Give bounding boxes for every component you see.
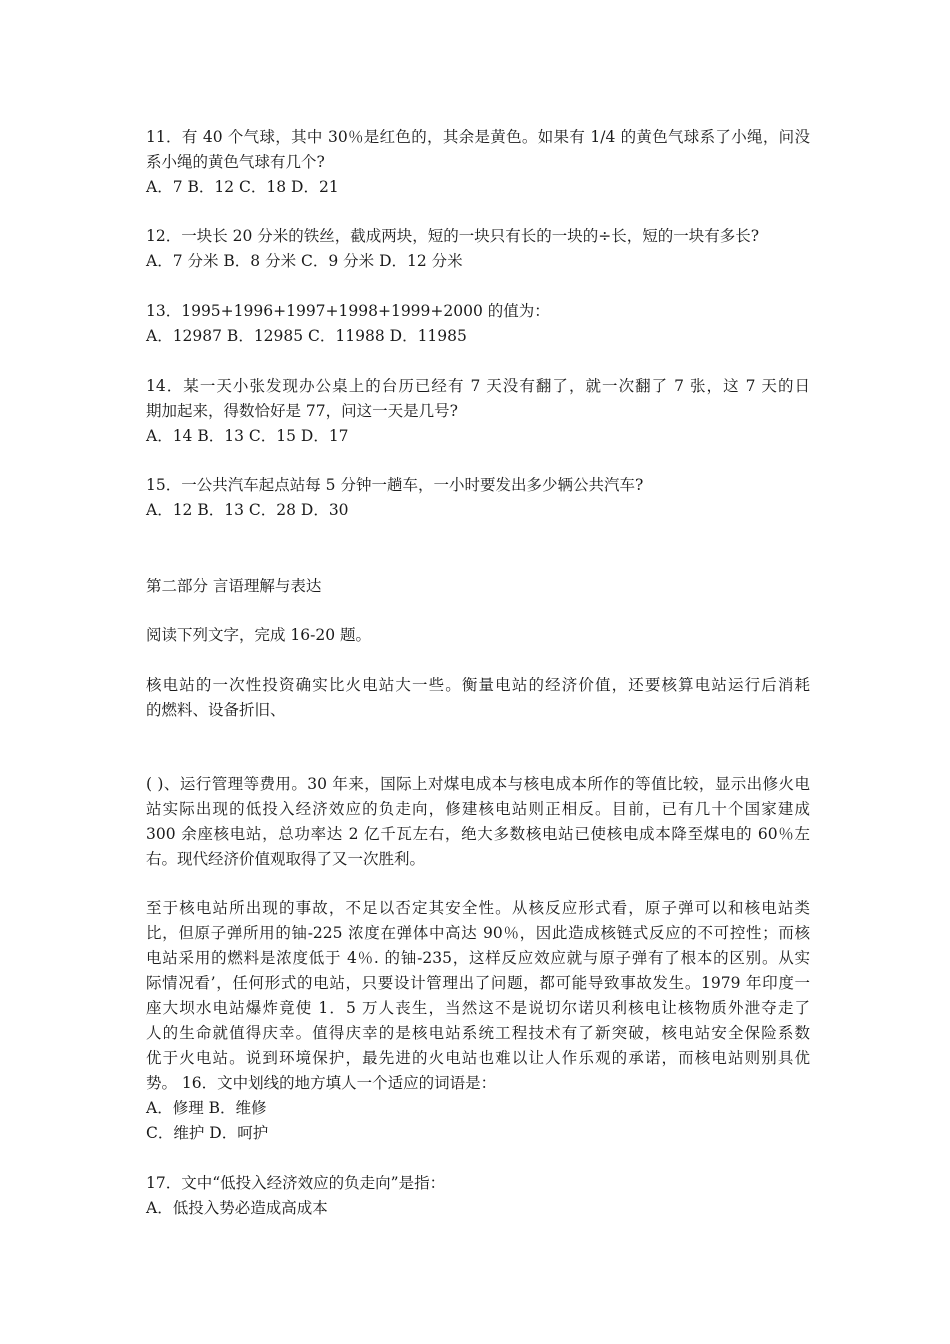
question-12-line-1: 12．一块长 20 分米的铁丝，截成两块，短的一块只有长的一块的÷长，短的一块有多长?: [146, 227, 760, 245]
passage-paragraph-2-line-2: 站实际出现的低投入经济效应的负走向，修建核电站则正相反。目前，已有几十个国家建成: [146, 800, 810, 818]
question-17-line-1: 17．文中“低投入经济效应的负走向”是指：: [146, 1174, 446, 1192]
passage-paragraph-3-line-4: 际情况看’，任何形式的电站，只要设计管理出了问题，都可能导致事故发生。1979 年印度一: [146, 974, 810, 992]
question-14-line-2: 期加起来，得数恰好是 77，问这一天是几号?: [146, 402, 458, 420]
question-11-line-1: 11．有 40 个气球，其中 30％是红色的，其余是黄色。如果有 1/4 的黄色气球系了小绳，问没: [146, 128, 810, 146]
question-13-line-1: 13．1995+1996+1997+1998+1999+2000 的值为：: [146, 302, 550, 320]
passage-paragraph-3-line-1: 至于核电站所出现的事故，不足以否定其安全性。从核反应形式看，原子弹可以和核电站类: [146, 899, 810, 917]
question-12-options: A．7 分米 B．8 分米 C．9 分米 D．12 分米: [146, 252, 463, 270]
passage-paragraph-3-line-6: 人的生命就值得庆幸。值得庆幸的是核电站系统工程技术有了新突破，核电站安全保险系数: [146, 1024, 810, 1042]
question-16-options-line-1: A．修理 B．维修: [146, 1099, 267, 1117]
passage-paragraph-1-line-1: 核电站的一次性投资确实比火电站大一些。衡量电站的经济价值，还要核算电站运行后消耗: [146, 676, 810, 694]
passage-paragraph-3-line-5: 座大坝水电站爆炸竟使 1．5 万人丧生，当然这不是说切尔诺贝利核电让核物质外泄夺走了: [146, 999, 810, 1017]
question-16-options-line-2: C．维护 D．呵护: [146, 1124, 269, 1142]
passage-paragraph-3-line-3: 电站采用的燃料是浓度低于 4％. 的铀-235，这样反应效应就与原子弹有了根本的区别。从实: [146, 949, 810, 967]
question-14-options: A．14 B．13 C．15 D．17: [146, 427, 349, 445]
question-15-line-1: 15．一公共汽车起点站每 5 分钟一趟车，一小时要发出多少辆公共汽车?: [146, 476, 644, 494]
question-14-line-1: 14．某一天小张发现办公桌上的台历已经有 7 天没有翻了，就一次翻了 7 张，这 7 天的日: [146, 377, 810, 395]
part-2-heading: 第二部分 言语理解与表达: [146, 577, 322, 595]
question-13-options: A．12987 B．12985 C．11988 D．11985: [146, 327, 467, 345]
passage-paragraph-2-line-1: ( )、运行管理等费用。30 年来，国际上对煤电成本与核电成本所作的等值比较，显示出修火电: [146, 775, 810, 793]
passage-paragraph-1-line-2: 的燃料、设备折旧、: [146, 701, 286, 719]
passage-paragraph-3-line-2: 比，但原子弹所用的铀-225 浓度在弹体中高达 90％，因此造成核链式反应的不可控性；而核: [146, 924, 810, 942]
part-2-instruction: 阅读下列文字，完成 16-20 题。: [146, 626, 372, 644]
question-17-option-a: A．低投入势必造成高成本: [146, 1199, 328, 1217]
passage-paragraph-3-line-8: 势。 16．文中划线的地方填人一个适应的词语是：: [146, 1074, 497, 1092]
passage-paragraph-2-line-3: 300 余座核电站，总功率达 2 亿千瓦左右，绝大多数核电站已使核电成本降至煤电的 60％左: [146, 825, 810, 843]
passage-paragraph-3-line-7: 优于火电站。说到环境保护，最先进的火电站也难以让人作乐观的承诺，而核电站则别具优: [146, 1049, 810, 1067]
question-15-options: A．12 B．13 C．28 D．30: [146, 501, 349, 519]
passage-paragraph-2-line-4: 右。现代经济价值观取得了又一次胜利。: [146, 850, 426, 868]
question-11-line-2: 系小绳的黄色气球有几个?: [146, 153, 325, 171]
question-11-options: A．7 B．12 C．18 D．21: [146, 178, 339, 196]
